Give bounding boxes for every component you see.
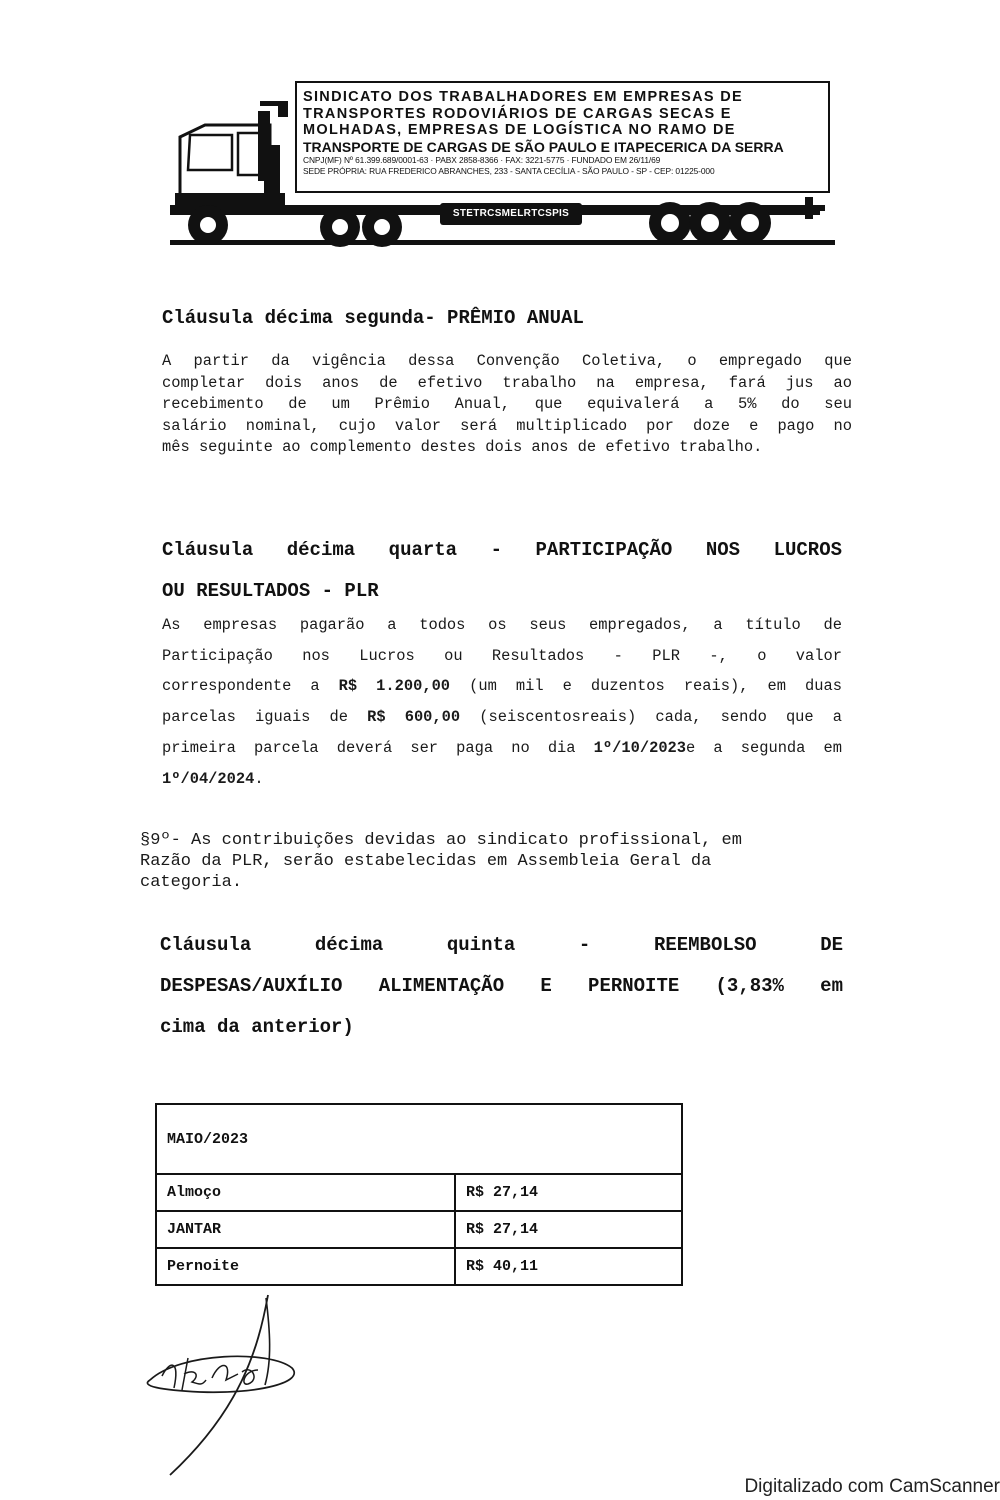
table-cell-label: Almoço [156,1174,455,1211]
table-cell-label: Pernoite [156,1248,455,1285]
text-segment: (um mil e duzentos reais), em duas [450,677,842,696]
union-name-line: MOLHADAS, EMPRESAS DE LOGÍSTICA NO RAMO DE [303,122,736,138]
table-cell-value: R$ 40,11 [455,1248,682,1285]
table-cell-label: JANTAR [156,1211,455,1248]
text-segment: (seiscentosreais) cada, sendo que a [460,708,843,727]
text-line [162,733,842,764]
heading-line: OU RESULTADOS - PLR [162,580,379,602]
text-line: completar dois anos de efetivo trabalho na empresa, fará jus ao [162,373,852,392]
union-header-box [295,81,830,193]
union-name-line: SINDICATO DOS TRABALHADORES EM EMPRESAS DE [303,89,743,105]
union-acronym-badge: STETRCSMELRTCSPIS [440,203,582,225]
second-payment-date: 1º/04/2024 [162,769,255,788]
text-line: A partir da vigência dessa Convenção Coletiva, o empregado que [162,352,852,370]
text-line: §9º- As contribuições devidas ao sindicato profissional, em [140,831,742,850]
text-line [162,764,842,795]
scanner-watermark: Digitalizado com CamScanner [744,1476,1000,1497]
plr-total-amount: R$ 1.200,00 [338,677,451,696]
text-line: salário nominal, cujo valor será multiplicado por doze e pago no [162,416,852,435]
table-row [156,1248,682,1285]
paragraph-9 [140,830,830,893]
heading-line: Cláusula décima quinta - REEMBOLSO DE [160,934,843,956]
text-line: categoria. [140,873,243,892]
heading-line: DESPESAS/AUXÍLIO ALIMENTAÇÃO E PERNOITE (3,83% em [160,975,843,997]
union-name-line: TRANSPORTES RODOVIÁRIOS DE CARGAS SECAS E [303,105,732,122]
text-segment: primeira parcela deverá ser paga no dia [162,738,594,757]
text-line: As empresas pagarão a todos os seus empregados, a título de [162,616,842,634]
union-registration-info: CNPJ(MF) Nº 61.399.689/0001-63 · PABX 2858-8366 · FAX: 3221-5775 · FUNDADO EM 26/11/69 [303,155,661,165]
text-segment: e a segunda em [686,738,843,757]
table-cell-value: R$ 27,14 [455,1211,682,1248]
heading-line: Cláusula décima quarta - PARTICIPAÇÃO NOS LUCROS [162,539,842,561]
text-line: recebimento de um Prêmio Anual, que equivalerá a 5% do seu [162,395,852,413]
table-row [156,1174,682,1211]
table-row [156,1211,682,1248]
plr-installment-amount: R$ 600,00 [367,708,461,727]
text-line: Participação nos Lucros ou Resultados - PLR -, o valor [162,646,842,665]
text-line: mês seguinte ao complemento destes dois anos de efetivo trabalho. [162,438,763,456]
union-address: SEDE PRÓPRIA: RUA FREDERICO ABRANCHES, 233 - SANTA CECÍLIA - SÃO PAULO - SP - CEP: 01225-000 [303,166,715,176]
text-line: Razão da PLR, serão estabelecidas em Assembleia Geral da [140,852,712,871]
clause-12-body [162,351,852,459]
table-header-row [156,1104,682,1174]
meal-allowance-table [155,1103,683,1286]
text-segment: correspondente a [162,677,339,696]
clause-12-heading: Cláusula décima segunda- PRÊMIO ANUAL [162,307,584,329]
text-segment: parcelas iguais de [162,708,368,727]
union-name-line: TRANSPORTE DE CARGAS DE SÃO PAULO E ITAPECERICA DA SERRA [303,138,784,155]
text-line [162,702,842,733]
text-segment: . [254,769,264,788]
table-cell-value: R$ 27,14 [455,1174,682,1211]
clause-14-body [162,610,842,794]
table-period-header: MAIO/2023 [156,1104,682,1174]
first-payment-date: 1º/10/2023 [593,738,687,757]
letterhead [160,75,840,255]
clause-14-heading [162,530,842,612]
clause-15-heading [160,925,843,1048]
text-line [162,671,842,702]
handwritten-signature-icon [140,1290,310,1480]
heading-line: cima da anterior) [160,1016,354,1038]
